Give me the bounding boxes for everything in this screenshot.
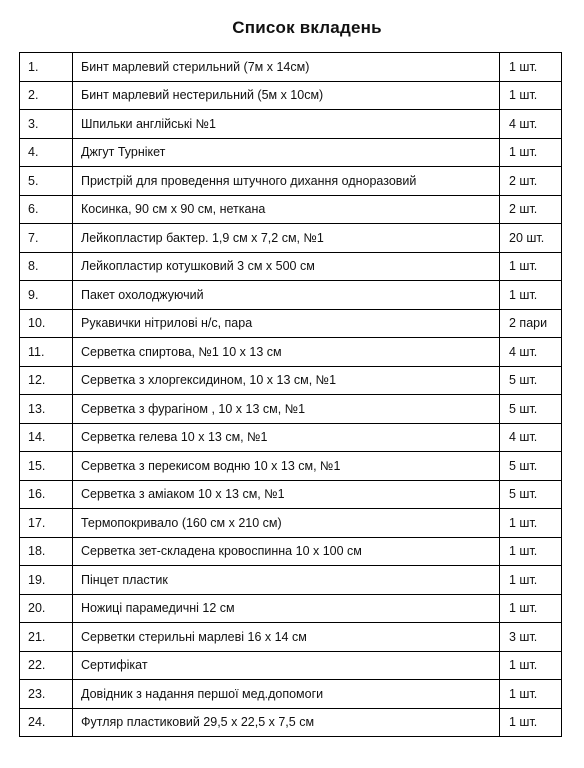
item-quantity: 5 шт. (500, 480, 562, 509)
table-row (20, 680, 562, 709)
item-name: Бинт марлевий нестерильний (5м х 10см) (73, 81, 500, 110)
item-quantity: 1 шт. (500, 680, 562, 709)
table-row (20, 224, 562, 253)
item-quantity: 1 шт. (500, 281, 562, 310)
item-name: Серветка з аміаком 10 х 13 см, №1 (73, 480, 500, 509)
item-quantity: 1 шт. (500, 509, 562, 538)
item-quantity: 1 шт. (500, 708, 562, 737)
table-row (20, 452, 562, 481)
table-row (20, 252, 562, 281)
table-row (20, 423, 562, 452)
table-row (20, 53, 562, 82)
table-row (20, 623, 562, 652)
table-row (20, 138, 562, 167)
item-number: 4. (20, 138, 73, 167)
item-quantity: 2 пари (500, 309, 562, 338)
item-name: Серветка з фурагіном , 10 х 13 см, №1 (73, 395, 500, 424)
item-number: 8. (20, 252, 73, 281)
item-quantity: 1 шт. (500, 651, 562, 680)
item-number: 23. (20, 680, 73, 709)
item-quantity: 2 шт. (500, 167, 562, 196)
item-quantity: 5 шт. (500, 395, 562, 424)
item-number: 12. (20, 366, 73, 395)
item-quantity: 1 шт. (500, 138, 562, 167)
table-row (20, 366, 562, 395)
item-number: 18. (20, 537, 73, 566)
item-quantity: 5 шт. (500, 452, 562, 481)
table-row (20, 566, 562, 595)
item-number: 5. (20, 167, 73, 196)
item-name: Серветка зет-складена кровоспинна 10 х 100 см (73, 537, 500, 566)
item-number: 2. (20, 81, 73, 110)
table-row (20, 81, 562, 110)
item-name: Джгут Турнікет (73, 138, 500, 167)
item-quantity: 1 шт. (500, 537, 562, 566)
contents-table (19, 52, 562, 737)
item-quantity: 20 шт. (500, 224, 562, 253)
item-number: 9. (20, 281, 73, 310)
item-name: Бинт марлевий стерильний (7м х 14см) (73, 53, 500, 82)
item-name: Лейкопластир котушковий 3 см х 500 см (73, 252, 500, 281)
item-number: 17. (20, 509, 73, 538)
item-number: 19. (20, 566, 73, 595)
table-row (20, 480, 562, 509)
table-row (20, 594, 562, 623)
item-number: 21. (20, 623, 73, 652)
item-name: Футляр пластиковий 29,5 х 22,5 х 7,5 см (73, 708, 500, 737)
item-name: Ножиці парамедичні 12 см (73, 594, 500, 623)
item-quantity: 4 шт. (500, 423, 562, 452)
item-number: 3. (20, 110, 73, 139)
item-quantity: 1 шт. (500, 81, 562, 110)
table-row (20, 537, 562, 566)
item-name: Серветки стерильні марлеві 16 х 14 см (73, 623, 500, 652)
item-number: 15. (20, 452, 73, 481)
item-number: 7. (20, 224, 73, 253)
item-quantity: 1 шт. (500, 252, 562, 281)
table-row (20, 281, 562, 310)
table-row (20, 195, 562, 224)
item-number: 6. (20, 195, 73, 224)
item-number: 14. (20, 423, 73, 452)
table-row (20, 167, 562, 196)
table-row (20, 110, 562, 139)
item-quantity: 1 шт. (500, 594, 562, 623)
item-name: Сертифікат (73, 651, 500, 680)
item-name: Шпильки англійські №1 (73, 110, 500, 139)
item-name: Термопокривало (160 см х 210 см) (73, 509, 500, 538)
document-title: Список вкладень (232, 18, 382, 37)
table-row (20, 395, 562, 424)
item-quantity: 4 шт. (500, 110, 562, 139)
item-name: Серветка з перекисом водню 10 х 13 см, №1 (73, 452, 500, 481)
item-name: Серветка спиртова, №1 10 х 13 см (73, 338, 500, 367)
item-quantity: 1 шт. (500, 53, 562, 82)
item-name: Пакет охолоджуючий (73, 281, 500, 310)
item-number: 1. (20, 53, 73, 82)
item-number: 24. (20, 708, 73, 737)
table-row (20, 309, 562, 338)
item-quantity: 4 шт. (500, 338, 562, 367)
item-number: 10. (20, 309, 73, 338)
item-number: 20. (20, 594, 73, 623)
item-quantity: 3 шт. (500, 623, 562, 652)
table-row (20, 651, 562, 680)
item-name: Пристрій для проведення штучного дихання одноразовий (73, 167, 500, 196)
item-name: Рукавички нітрилові н/с, пара (73, 309, 500, 338)
item-name: Довідник з надання першої мед.допомоги (73, 680, 500, 709)
item-name: Лейкопластир бактер. 1,9 см х 7,2 см, №1 (73, 224, 500, 253)
item-quantity: 1 шт. (500, 566, 562, 595)
item-number: 16. (20, 480, 73, 509)
item-quantity: 5 шт. (500, 366, 562, 395)
item-number: 11. (20, 338, 73, 367)
table-row (20, 509, 562, 538)
item-name: Пінцет пластик (73, 566, 500, 595)
table-row (20, 708, 562, 737)
contents-table-body (20, 53, 562, 737)
item-name: Серветка з хлоргексидином, 10 х 13 см, №1 (73, 366, 500, 395)
item-number: 22. (20, 651, 73, 680)
item-name: Косинка, 90 см х 90 см, нетканa (73, 195, 500, 224)
item-name: Серветка гелева 10 х 13 см, №1 (73, 423, 500, 452)
item-quantity: 2 шт. (500, 195, 562, 224)
table-row (20, 338, 562, 367)
item-number: 13. (20, 395, 73, 424)
